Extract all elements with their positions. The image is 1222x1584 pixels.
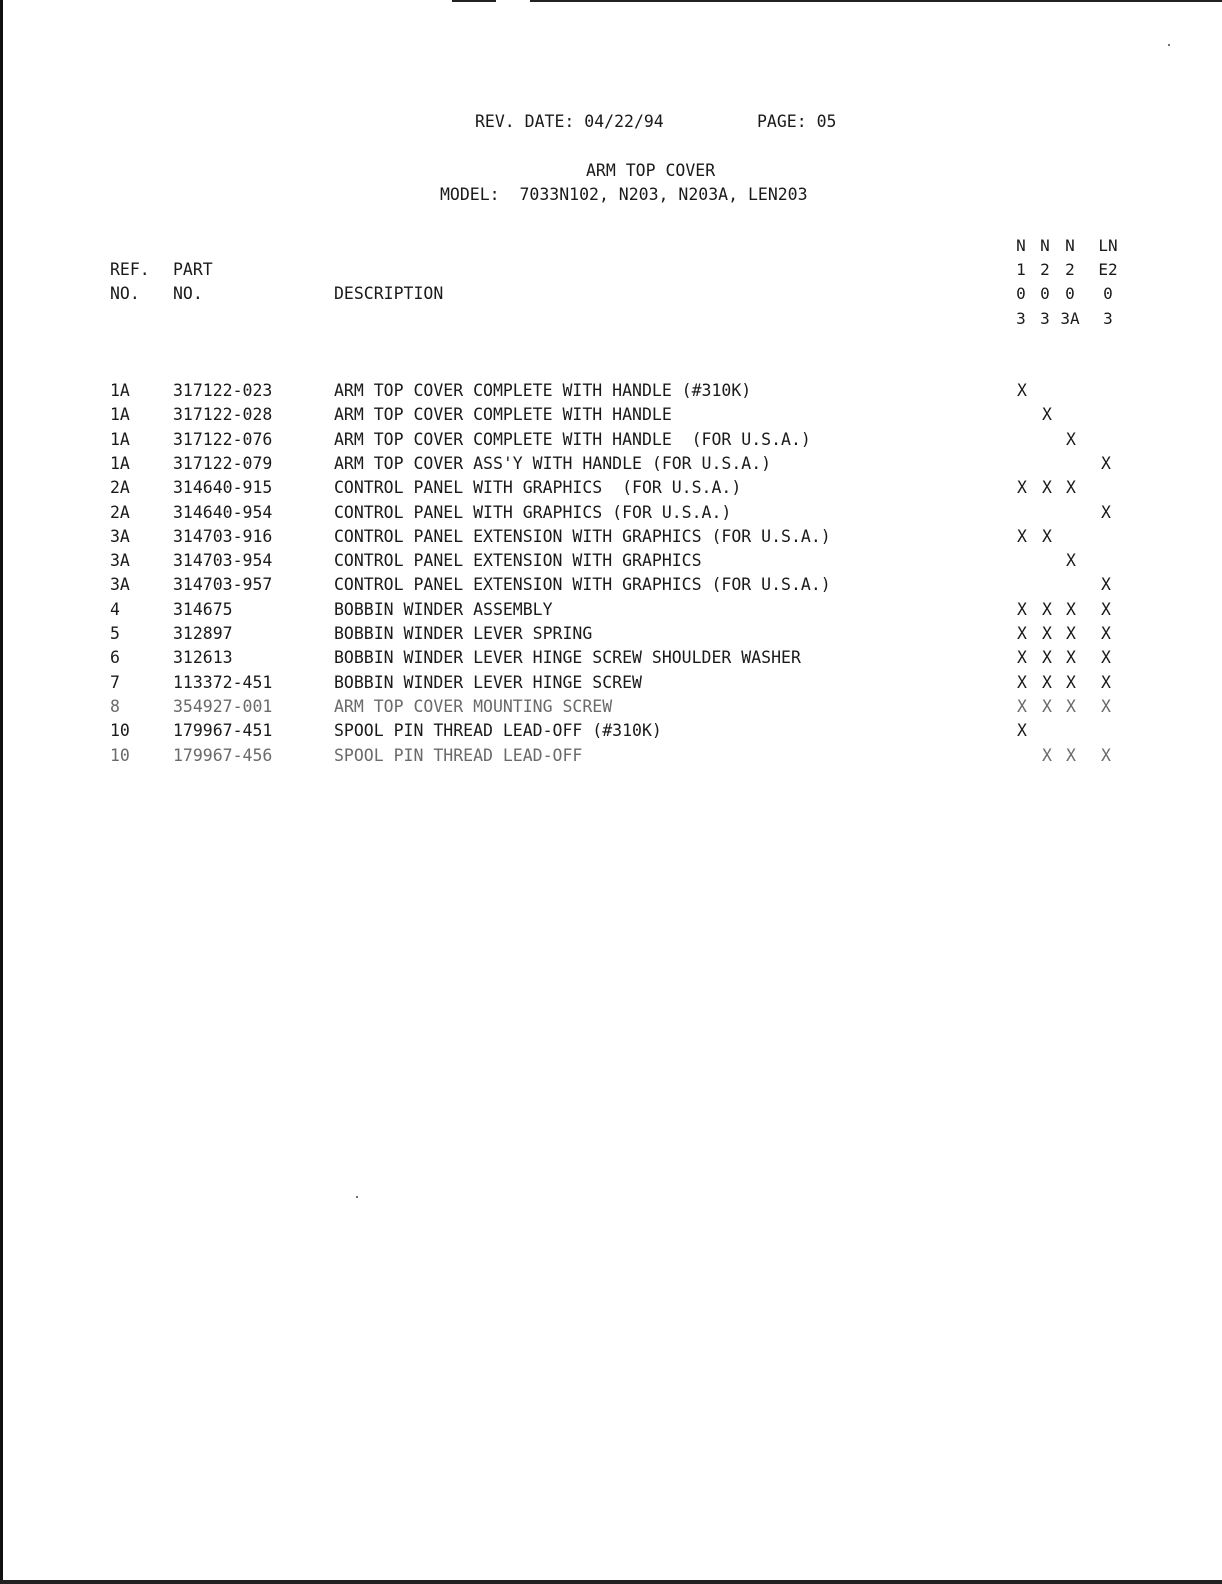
- part-description: ARM TOP COVER MOUNTING SCREW: [334, 697, 613, 716]
- part-description: CONTROL PANEL EXTENSION WITH GRAPHICS: [334, 551, 702, 570]
- part-number: 317122-028: [173, 405, 273, 424]
- part-description: BOBBIN WINDER LEVER SPRING: [334, 624, 593, 643]
- model-applicability-mark: X: [1066, 648, 1076, 667]
- model-applicability-mark: X: [1101, 746, 1111, 765]
- part-description: ARM TOP COVER COMPLETE WITH HANDLE: [334, 405, 672, 424]
- ref-number: 1A: [110, 454, 130, 473]
- scan-speck: [1168, 44, 1170, 46]
- model-applicability-mark: X: [1101, 575, 1111, 594]
- model-line: MODEL: 7033N102, N203, N203A, LEN203: [440, 185, 808, 204]
- model-header-cell: 1: [1016, 260, 1026, 279]
- model-applicability-mark: X: [1066, 430, 1076, 449]
- page-number: PAGE: 05: [757, 112, 837, 131]
- model-applicability-mark: X: [1042, 697, 1052, 716]
- ref-number: 8: [110, 697, 120, 716]
- part-description: CONTROL PANEL WITH GRAPHICS (FOR U.S.A.): [334, 503, 732, 522]
- ref-number: 4: [110, 600, 120, 619]
- model-applicability-mark: X: [1017, 648, 1027, 667]
- model-applicability-mark: X: [1042, 624, 1052, 643]
- model-applicability-mark: X: [1101, 697, 1111, 716]
- part-description: CONTROL PANEL EXTENSION WITH GRAPHICS (FOR U.S.A.): [334, 575, 831, 594]
- document-title: ARM TOP COVER: [586, 161, 716, 180]
- model-header-cell: 3: [1016, 309, 1026, 328]
- model-header-cell: 2: [1065, 260, 1075, 279]
- part-description: CONTROL PANEL WITH GRAPHICS (FOR U.S.A.): [334, 478, 742, 497]
- ref-number: 1A: [110, 405, 130, 424]
- model-header-cell: 0: [1103, 284, 1113, 303]
- model-applicability-mark: X: [1017, 721, 1027, 740]
- ref-number: 6: [110, 648, 120, 667]
- ref-header-line2: NO.: [110, 284, 140, 303]
- model-applicability-mark: X: [1042, 746, 1052, 765]
- model-header-cell: N: [1016, 236, 1026, 255]
- model-header-cell: 3: [1040, 309, 1050, 328]
- part-number: 179967-451: [173, 721, 273, 740]
- part-number: 113372-451: [173, 673, 273, 692]
- part-description: BOBBIN WINDER ASSEMBLY: [334, 600, 553, 619]
- ref-number: 3A: [110, 551, 130, 570]
- model-applicability-mark: X: [1066, 697, 1076, 716]
- part-header-line2: NO.: [173, 284, 203, 303]
- part-number: 314703-954: [173, 551, 273, 570]
- model-applicability-mark: X: [1042, 527, 1052, 546]
- part-description: ARM TOP COVER COMPLETE WITH HANDLE (FOR U.S.A.): [334, 430, 811, 449]
- model-applicability-mark: X: [1017, 527, 1027, 546]
- ref-number: 5: [110, 624, 120, 643]
- ref-number: 1A: [110, 381, 130, 400]
- part-description: ARM TOP COVER ASS'Y WITH HANDLE (FOR U.S.A.): [334, 454, 772, 473]
- part-description: BOBBIN WINDER LEVER HINGE SCREW: [334, 673, 642, 692]
- model-applicability-mark: X: [1066, 551, 1076, 570]
- part-description: CONTROL PANEL EXTENSION WITH GRAPHICS (FOR U.S.A.): [334, 527, 831, 546]
- model-applicability-mark: X: [1066, 673, 1076, 692]
- scan-speck: [356, 1196, 358, 1198]
- scan-edge-bottom: [0, 1580, 1222, 1584]
- part-number: 314675: [173, 600, 233, 619]
- part-number: 314640-954: [173, 503, 273, 522]
- model-header-cell: E2: [1098, 260, 1118, 279]
- part-number: 179967-456: [173, 746, 273, 765]
- model-applicability-mark: X: [1042, 673, 1052, 692]
- model-header-cell: N: [1040, 236, 1050, 255]
- model-applicability-mark: X: [1101, 648, 1111, 667]
- model-applicability-mark: X: [1042, 478, 1052, 497]
- model-applicability-mark: X: [1042, 648, 1052, 667]
- ref-number: 2A: [110, 478, 130, 497]
- model-applicability-mark: X: [1017, 600, 1027, 619]
- part-number: 312613: [173, 648, 233, 667]
- ref-number: 1A: [110, 430, 130, 449]
- ref-number: 10: [110, 746, 130, 765]
- model-applicability-mark: X: [1017, 697, 1027, 716]
- part-number: 314703-957: [173, 575, 273, 594]
- model-header-cell: 3: [1103, 309, 1113, 328]
- part-description: SPOOL PIN THREAD LEAD-OFF (#310K): [334, 721, 662, 740]
- part-description: BOBBIN WINDER LEVER HINGE SCREW SHOULDER WASHER: [334, 648, 801, 667]
- model-header-cell: 2: [1040, 260, 1050, 279]
- model-header-cell: N: [1065, 236, 1075, 255]
- model-applicability-mark: X: [1101, 600, 1111, 619]
- scan-edge-left: [0, 0, 3, 1584]
- ref-number: 10: [110, 721, 130, 740]
- rev-date: REV. DATE: 04/22/94: [475, 112, 664, 131]
- model-applicability-mark: X: [1017, 673, 1027, 692]
- model-header-cell: 3A: [1060, 309, 1080, 328]
- model-applicability-mark: X: [1066, 478, 1076, 497]
- part-number: 317122-076: [173, 430, 273, 449]
- model-applicability-mark: X: [1101, 503, 1111, 522]
- part-description: ARM TOP COVER COMPLETE WITH HANDLE (#310K): [334, 381, 752, 400]
- model-applicability-mark: X: [1066, 600, 1076, 619]
- scan-edge-top: [452, 0, 496, 2]
- ref-number: 3A: [110, 575, 130, 594]
- model-applicability-mark: X: [1017, 624, 1027, 643]
- model-header-cell: LN: [1098, 236, 1118, 255]
- model-applicability-mark: X: [1066, 746, 1076, 765]
- model-header-cell: 0: [1065, 284, 1075, 303]
- model-header-cell: 0: [1016, 284, 1026, 303]
- ref-number: 2A: [110, 503, 130, 522]
- part-header-line1: PART: [173, 260, 213, 279]
- model-applicability-mark: X: [1042, 600, 1052, 619]
- model-applicability-mark: X: [1101, 624, 1111, 643]
- model-applicability-mark: X: [1101, 673, 1111, 692]
- scan-edge-top: [530, 0, 1222, 2]
- model-applicability-mark: X: [1101, 454, 1111, 473]
- part-number: 354927-001: [173, 697, 273, 716]
- part-number: 314703-916: [173, 527, 273, 546]
- part-number: 317122-079: [173, 454, 273, 473]
- model-applicability-mark: X: [1042, 405, 1052, 424]
- model-applicability-mark: X: [1017, 381, 1027, 400]
- ref-header-line1: REF.: [110, 260, 150, 279]
- part-number: 314640-915: [173, 478, 273, 497]
- model-header-cell: 0: [1040, 284, 1050, 303]
- part-number: 317122-023: [173, 381, 273, 400]
- part-description: SPOOL PIN THREAD LEAD-OFF: [334, 746, 583, 765]
- part-number: 312897: [173, 624, 233, 643]
- model-applicability-mark: X: [1017, 478, 1027, 497]
- model-applicability-mark: X: [1066, 624, 1076, 643]
- description-header: DESCRIPTION: [334, 284, 444, 303]
- ref-number: 3A: [110, 527, 130, 546]
- ref-number: 7: [110, 673, 120, 692]
